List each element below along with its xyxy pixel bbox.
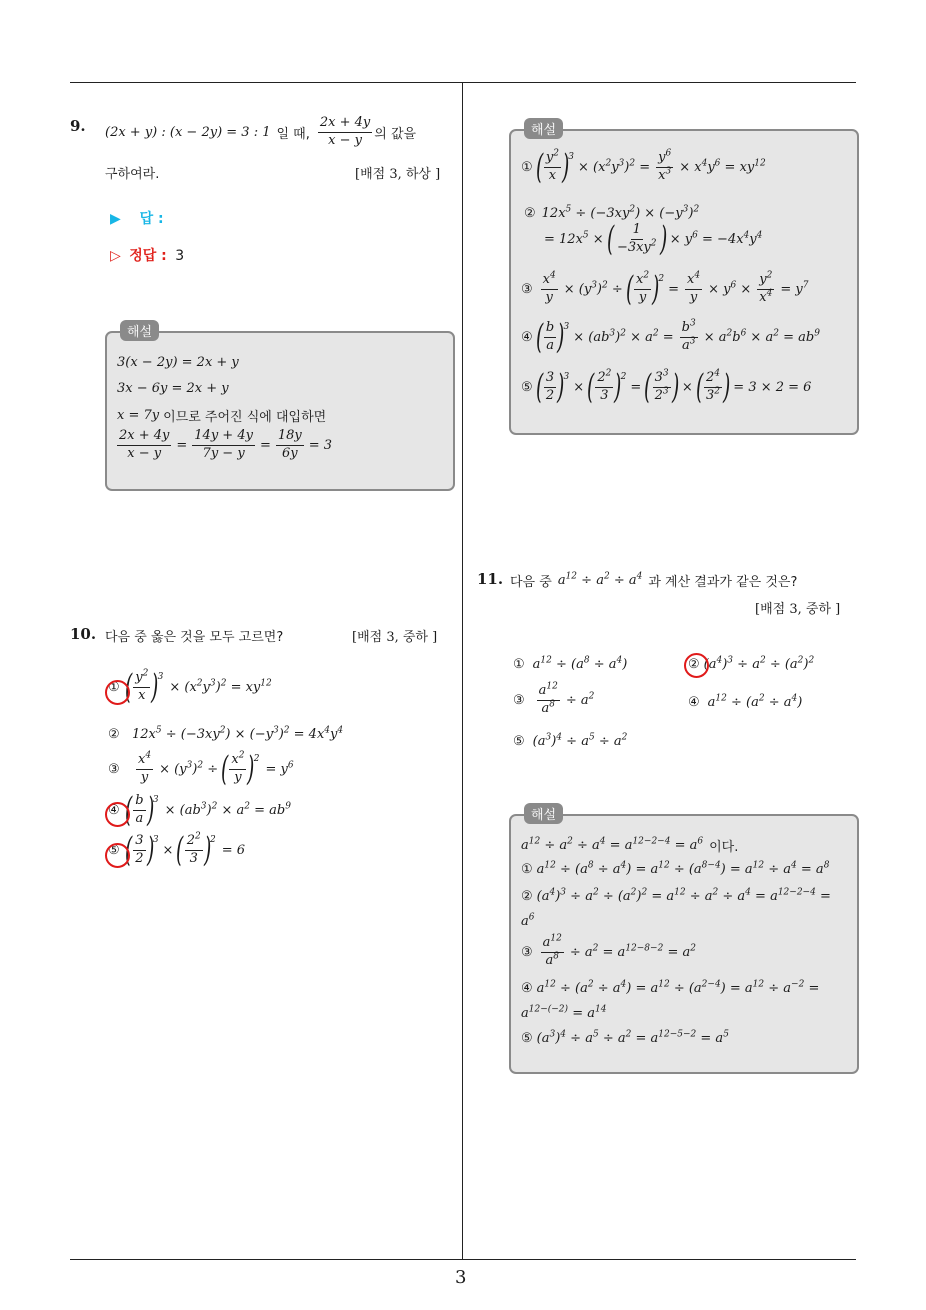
sol11-tail: 이다. [709, 840, 739, 855]
sol11-line-2b: $a^6$ [521, 912, 535, 929]
q10-option-4[interactable]: ④ ( $\frac{b}{a}$ ) $^3$ × $(ab^3)^2 \times a^2 = ab^9$ [108, 790, 291, 830]
q9-prompt [105, 116, 416, 149]
q10-selected-circle-5 [105, 843, 130, 868]
q9-ratio: (2x + y) : (x − 2y) = 3 : 1 [105, 124, 271, 140]
q11-selected-circle-2 [684, 653, 709, 678]
q9-sol-line3-eq: x = 7y [117, 408, 160, 423]
sol11-line-2a: ② $(a^4)^3 \div a^2 \div (a^2)^2 = a^{12} \div a^2 \div a^4 = a^{12-2-4}$ = [521, 887, 831, 904]
q10-mark-4: ④ [108, 802, 120, 818]
q11-mark-4: ④ [688, 695, 700, 710]
sol11-line-4b: $a^{12-(-2)} = a^{14}$ [521, 1004, 607, 1021]
sol11-mark-2: ② [521, 889, 533, 904]
q9-number: 9. [70, 117, 86, 135]
outline-triangle-icon: ▷ [110, 248, 121, 264]
sol10-line-3: ③ $\frac{x^4}{y}$ × $(y^3)^2$ ÷ ( $\frac{x^2}{y}$ ) $^2$ = $\frac{x^4}{y}$ × $y^6$ × $\frac{y^2}{x^4}$ = $y^7$ [521, 269, 809, 309]
q9-frac-num: 2x + 4y [318, 116, 372, 133]
q11-prompt: 다음 중 $a^{12} \div a^2 \div a^4$ 과 계산 결과가 같은 것은? [510, 571, 798, 590]
q9-fraction [318, 116, 372, 149]
q11-option-2[interactable]: ② $(a^4)^3 \div a^2 \div (a^2)^2$ [688, 655, 815, 672]
q9-sol-line3-text: 이므로 주어진 식에 대입하면 [163, 410, 327, 425]
q9-solution-tag: 해설 [120, 320, 159, 341]
q9-sol-line3 [117, 406, 326, 425]
q9-frac-den: x − y [328, 132, 362, 148]
q9-sol-line4: $\frac{2x + 4y}{x - y}$ = $\frac{14y + 4y}{7y - y}$ = $\frac{18y}{6y}$ = 3 [119, 428, 333, 461]
play-icon: ▶ [110, 211, 121, 227]
q11-mark-5: ⑤ [513, 734, 525, 749]
q11-option-1[interactable]: ① $a^{12} \div (a^8 \div a^4)$ [513, 655, 628, 672]
q11-number: 11. [477, 570, 504, 588]
q10-option-3[interactable]: ③ $\frac{x^4}{y}$ × $(y^3)^2$ ÷ ( $\frac{x^2}{y}$ ) $^2$ = $y^6$ [108, 749, 294, 789]
q10-mark-5: ⑤ [108, 842, 120, 858]
q9-meta: [배점 3, 하상 ] [355, 167, 441, 182]
q11-option-4[interactable]: ④ $a^{12} \div (a^2 \div a^4)$ [688, 693, 803, 710]
sol10-line-4: ④ ( $\frac{b}{a}$ ) $^3$ × $(ab^3)^2 \times a^2$ = $\frac{b^3}{a^3}$ × $a^2b^6 \times a^2 = ab^9$ [521, 317, 820, 357]
column-divider [462, 82, 463, 1260]
sol10-mark-2: ② [524, 206, 536, 221]
top-rule [70, 82, 856, 83]
sol10-line-2b: = $12x^5$ × ( $\frac{1}{-3xy^2}$ ) × $y^6 = -4x^4y^4$ [544, 219, 763, 259]
q10-solution-tag: 해설 [524, 118, 563, 139]
q10-mark-1: ① [108, 679, 120, 695]
sol11-line-0: $a^{12} \div a^2 \div a^4 = a^{12-2-4} = a^6$ 이다. [521, 836, 739, 855]
q11-solution-tag: 해설 [524, 803, 563, 824]
sol10-line-5: ⑤ ( $\frac{3}{2}$ ) $^3$ × ( $\frac{2^2}{3}$ ) $^2$ = ( $\frac{3^3}{2^3}$ ) × ( $\frac{2^4}{3^2}$ ) = 3 × 2 = 6 [521, 367, 812, 407]
sol10-mark-5: ⑤ [521, 379, 533, 395]
q11-mark-1: ① [513, 657, 525, 672]
q11-mark-3: ③ [513, 692, 525, 708]
sol11-mark-1: ① [521, 862, 533, 877]
q9-line2: 구하여라. [105, 167, 160, 182]
q11-option-3[interactable]: ③ $\frac{a^{12}}{a^8}$ ÷ $a^2$ [513, 681, 595, 716]
sol11-mark-3: ③ [521, 944, 533, 960]
q10-selected-circle-1 [105, 680, 130, 705]
page-number: 3 [455, 1267, 467, 1288]
sol10-mark-1: ① [521, 159, 533, 175]
q11-prompt-b: 과 계산 결과가 같은 것은? [648, 575, 798, 590]
sol10-mark-3: ③ [521, 281, 533, 297]
q10-meta: [배점 3, 중하 ] [352, 630, 438, 645]
q10-prompt: 다음 중 옳은 것을 모두 고르면? [105, 630, 284, 645]
q10-mark-2: ② [108, 727, 120, 742]
sol10-mark-4: ④ [521, 329, 533, 345]
q9-sol-line1: 3(x − 2y) = 2x + y [117, 355, 239, 370]
q11-meta: [배점 3, 중하 ] [755, 602, 841, 617]
q9-correct-row [110, 245, 184, 265]
q9-correct-label: 정답 : [129, 248, 167, 264]
sol10-line-1: ① ( $\frac{y^2}{x}$ ) $^3$ × $(x^2y^3)^2$ = $\frac{y^6}{x^3}$ × $x^4y^6 = xy^{12}$ [521, 147, 766, 187]
q9-correct-value: 3 [175, 248, 185, 264]
q10-option-1[interactable]: ① ( $\frac{y^2}{x}$ ) $^3$ × $(x^2y^3)^2 = xy^{12}$ [108, 667, 272, 707]
sol10-line-2a: ② $12x^5 \div (-3xy^2) \times (-y^3)^2$ [524, 204, 700, 221]
sol11-line-5: ⑤ $(a^3)^4 \div a^5 \div a^2 = a^{12-5-2} = a^5$ [521, 1029, 729, 1046]
q11-mark-2: ② [688, 657, 700, 672]
q9-answer-row[interactable] [110, 208, 164, 228]
q10-selected-circle-4 [105, 802, 130, 827]
q10-mark-3: ③ [108, 761, 120, 777]
q9-cond: 일 때, [276, 126, 310, 142]
sol11-mark-4: ④ [521, 981, 533, 996]
q9-answer-label: 답 : [139, 211, 164, 227]
sol11-line-4a: ④ $a^{12} \div (a^2 \div a^4) = a^{12} \div (a^{2-4}) = a^{12} \div a^{-2}$ = [521, 979, 820, 996]
sol11-line-1: ① $a^{12} \div (a^8 \div a^4) = a^{12} \div (a^{8-4}) = a^{12} \div a^4 = a^8$ [521, 860, 830, 877]
q11-prompt-a: 다음 중 [510, 575, 552, 590]
q11-option-5[interactable]: ⑤ $(a^3)^4 \div a^5 \div a^2$ [513, 732, 628, 749]
sol11-line-3: ③ $\frac{a^{12}}{a^8}$ ÷ $a^2 = a^{12-8-2} = a^2$ [521, 933, 696, 968]
q9-tail: 의 값을 [374, 126, 417, 142]
sol11-mark-5: ⑤ [521, 1031, 533, 1046]
q10-option-2[interactable]: ② $12x^5 \div (-3xy^2) \times (-y^3)^2 = 4x^4y^4$ [108, 725, 344, 742]
q9-sol-line2: 3x − 6y = 2x + y [117, 381, 229, 396]
bottom-rule [70, 1259, 856, 1260]
q10-number: 10. [70, 625, 97, 643]
q10-option-5[interactable]: ⑤ ( $\frac{3}{2}$ ) $^3$ × ( $\frac{2^2}{3}$ ) $^2$ = 6 [108, 830, 246, 870]
